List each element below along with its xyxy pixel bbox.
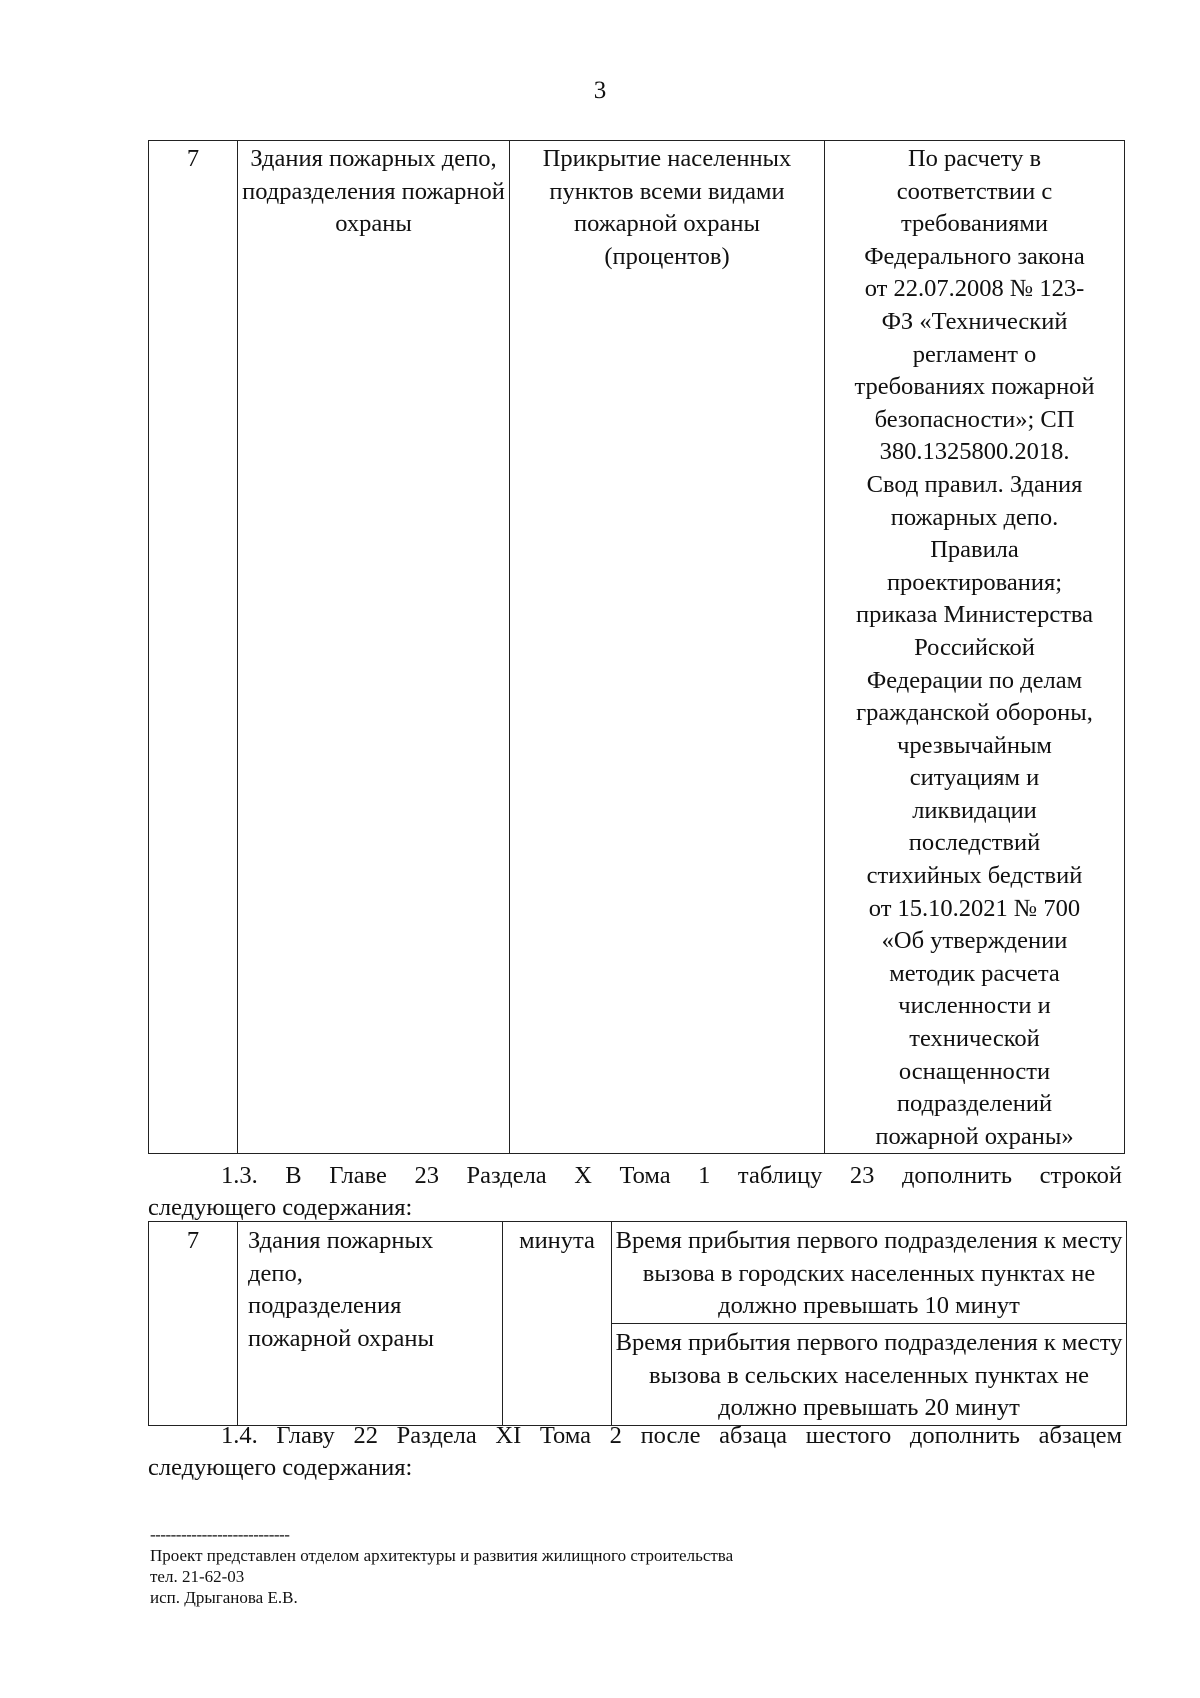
cell-line: 380.1325800.2018. <box>879 438 1070 466</box>
table-row <box>149 1222 1127 1324</box>
cell-line: регламент о <box>912 340 1037 368</box>
cell-line: безопасности»; СП <box>874 405 1075 433</box>
object-cell <box>238 1222 503 1426</box>
cell-line: подразделения <box>248 1292 402 1320</box>
paragraph-1-3 <box>148 1160 1122 1224</box>
cell-line: По расчету в <box>907 145 1042 172</box>
footer-department: Проект представлен отделом архитектуры и развития жилищного строительства <box>150 1546 734 1565</box>
table-row <box>149 141 1125 1154</box>
cell-line: Федерации по делам <box>866 666 1083 694</box>
row-number-cell: 7 <box>149 141 238 1154</box>
cell-line: от 15.10.2021 № 700 <box>868 894 1081 922</box>
norm-rural-cell: Время прибытия первого подразделения к месту вызова в сельских населенных пунктах не должно превышать 20 минут <box>612 1324 1127 1426</box>
cell-line: Свод правил. Здания <box>866 470 1083 498</box>
value-lines <box>825 143 1124 1153</box>
cell-line: Правила <box>930 536 1019 564</box>
amendment-table-2 <box>148 1221 1127 1426</box>
cell-line: депо, <box>248 1259 303 1287</box>
value-cell <box>825 141 1125 1154</box>
cell-line: численности и <box>898 992 1051 1020</box>
cell-line: проектирования; <box>886 568 1063 596</box>
footer-separator: --------------------------- <box>150 1525 290 1544</box>
cell-line: требованиях пожарной <box>854 373 1095 401</box>
cell-line: ФЗ «Технический <box>881 307 1068 335</box>
cell-line: пожарных депо. <box>890 503 1059 531</box>
footer-executor: исп. Дрыганова Е.В. <box>150 1588 298 1607</box>
cell-line: оснащенности <box>898 1057 1051 1085</box>
cell-line: Российской <box>914 633 1035 661</box>
cell-line: соответствии с <box>896 177 1053 205</box>
footer-phone: тел. 21-62-03 <box>150 1567 245 1586</box>
row-number-cell: 7 <box>149 1222 238 1426</box>
page-number: 3 <box>593 77 607 104</box>
cell-line: технической <box>909 1025 1040 1053</box>
paragraph-line: 1.3. В Главе 23 Раздела Х Тома 1 таблицу 23 дополнить строкой <box>221 1162 1122 1189</box>
cell-line: «Об утверждении <box>881 927 1068 955</box>
object-cell: Здания пожарных депо, подразделения пожарной охраны <box>238 141 510 1154</box>
amendment-table-1 <box>148 140 1125 1154</box>
cell-line: приказа Министерства <box>855 601 1094 629</box>
cell-line: гражданской обороны, <box>856 699 1093 727</box>
footer-note <box>150 1524 733 1608</box>
paragraph-line: следующего содержания: <box>148 1454 413 1481</box>
cell-line: Федерального закона <box>864 242 1085 270</box>
indicator-cell: Прикрытие населенных пунктов всеми видами пожарной охраны (процентов) <box>510 141 825 1154</box>
paragraph-line: 1.4. Главу 22 Раздела XI Тома 2 после абзаца шестого дополнить абзацем <box>221 1422 1122 1449</box>
cell-line: чрезвычайным <box>897 731 1052 759</box>
cell-line: ситуациям и <box>909 764 1040 792</box>
paragraph-1-4 <box>148 1420 1122 1484</box>
cell-line: подразделений <box>896 1090 1053 1118</box>
object-lines <box>248 1225 502 1355</box>
cell-line: последствий <box>908 829 1041 857</box>
cell-line: ликвидации <box>912 796 1037 824</box>
cell-line: пожарной охраны <box>248 1324 434 1352</box>
cell-line: требованиями <box>900 210 1049 238</box>
cell-line: пожарной охраны» <box>875 1122 1074 1150</box>
paragraph-line: следующего содержания: <box>148 1194 413 1221</box>
cell-line: Здания пожарных <box>248 1227 434 1254</box>
cell-line: методик расчета <box>889 959 1060 987</box>
unit-cell: минута <box>503 1222 612 1426</box>
cell-line: стихийных бедствий <box>866 862 1083 890</box>
norm-urban-cell: Время прибытия первого подразделения к месту вызова в городских населенных пунктах не должно превышать 10 минут <box>612 1222 1127 1324</box>
cell-line: от 22.07.2008 № 123- <box>864 275 1085 303</box>
